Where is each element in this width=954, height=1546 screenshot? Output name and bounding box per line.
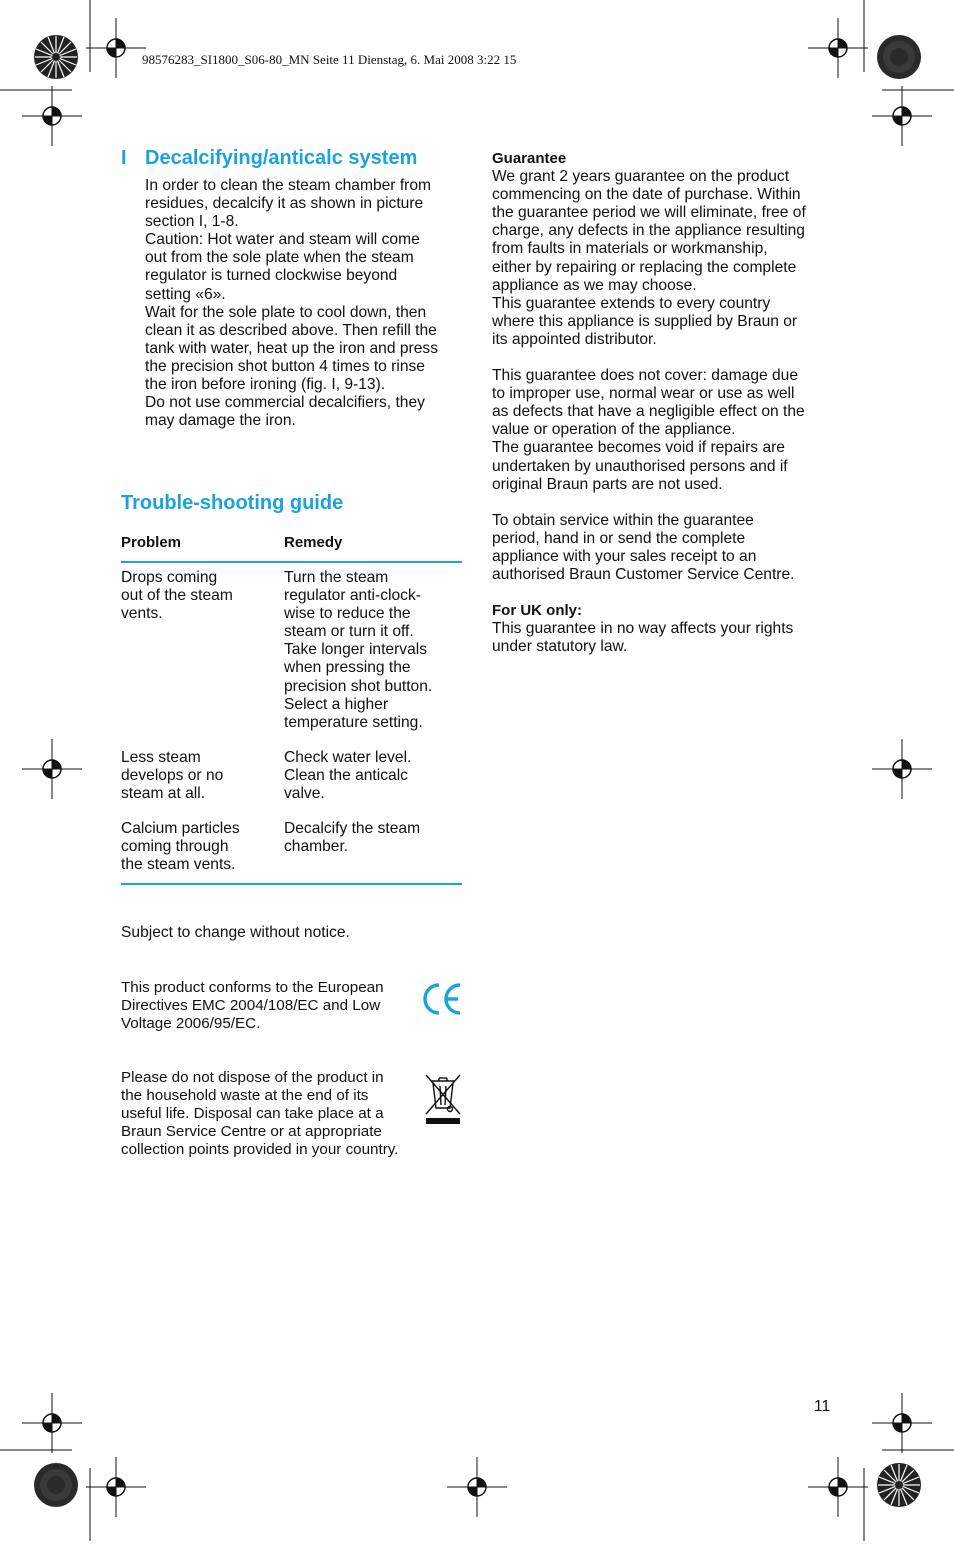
registration-mark-icon <box>22 86 82 146</box>
text-line: Turn the steam <box>284 569 389 586</box>
text-line: steam or turn it off. <box>284 623 414 641</box>
registration-mark-icon <box>22 1393 82 1453</box>
section-letter: I <box>121 147 127 169</box>
starburst-target-icon <box>876 34 922 80</box>
table-top-rule <box>121 561 462 563</box>
text-line: valve. <box>284 785 325 803</box>
text-line: the steam vents. <box>121 856 236 874</box>
trouble-title: Trouble-shooting guide <box>121 492 344 514</box>
text-line: out from the sole plate when the steam <box>145 249 414 267</box>
text-line: tank with water, heat up the iron and press <box>145 339 438 357</box>
conformity-text <box>121 979 421 1033</box>
starburst-target-icon <box>33 34 79 80</box>
text-line: useful life. Disposal can take place at a <box>121 1105 384 1123</box>
text-line: In order to clean the steam chamber from <box>145 177 432 194</box>
text-line: period, hand in or send the complete <box>492 529 746 547</box>
text-line: section I, 1-8. <box>145 213 239 231</box>
remedy-cell <box>284 749 462 803</box>
text-line: the precision shot button 4 times to rinse <box>145 357 425 375</box>
text-line: clean it as described above. Then refill the <box>145 321 437 339</box>
text-line: Voltage 2006/95/EC. <box>121 1015 261 1033</box>
print-slug: 98576283_SI1800_S06-80_MN Seite 11 Dienstag, 6. Mai 2008 3:22 15 <box>142 52 517 67</box>
text-line: This guarantee does not cover: damage due <box>492 367 799 385</box>
uk-title: For UK only: <box>492 602 582 620</box>
text-line: appliance as we may choose. <box>492 276 697 294</box>
registration-mark-icon <box>808 18 868 78</box>
text-line: Clean the anticalc <box>284 767 408 785</box>
text-line: from faults in materials or workmanship, <box>492 240 768 258</box>
registration-mark-icon <box>86 1457 146 1517</box>
text-line: Caution: Hot water and steam will come <box>145 231 420 249</box>
text-line: Select a higher <box>284 695 389 713</box>
text-line: Decalcify the steam <box>284 820 421 837</box>
text-line: the guarantee period we will eliminate, free of <box>492 204 806 222</box>
text-line: may damage the iron. <box>145 412 296 430</box>
registration-mark-icon <box>808 1457 868 1517</box>
text-line: Do not use commercial decalcifiers, they <box>145 394 425 412</box>
text-line: its appointed distributor. <box>492 330 657 348</box>
change-notice: Subject to change without notice. <box>121 924 350 941</box>
problem-cell <box>121 569 281 623</box>
text-line: This guarantee extends to every country <box>492 294 771 312</box>
text-line: where this appliance is supplied by Braun or <box>492 312 798 330</box>
text-line: To obtain service within the guarantee <box>492 511 754 529</box>
starburst-target-icon <box>33 1462 79 1508</box>
text-line: to improper use, normal wear or use as well <box>492 385 795 403</box>
text-line: coming through <box>121 838 229 856</box>
registration-mark-icon <box>447 1457 507 1517</box>
table-bottom-rule <box>121 883 462 885</box>
problem-cell <box>121 749 281 803</box>
decalc-heading <box>121 147 461 170</box>
text-line: regulator is turned clockwise beyond <box>145 267 398 285</box>
text-line: the household waste at the end of its <box>121 1087 369 1105</box>
text-line: under statutory law. <box>492 638 628 656</box>
text-line: The guarantee becomes void if repairs are <box>492 439 785 457</box>
text-line: Wait for the sole plate to cool down, then <box>145 303 427 321</box>
registration-mark-icon <box>872 739 932 799</box>
registration-mark-icon <box>872 86 932 146</box>
text-line: Drops coming <box>121 569 218 586</box>
starburst-target-icon <box>876 1462 922 1508</box>
guarantee-title: Guarantee <box>492 150 567 167</box>
text-line: Directives EMC 2004/108/EC and Low <box>121 997 381 1015</box>
crossed-bin-icon <box>423 1072 463 1126</box>
col-header-problem: Problem <box>121 534 182 551</box>
text-line: vents. <box>121 605 163 623</box>
text-line: as defects that have a negligible effect on the <box>492 403 805 421</box>
registration-mark-icon <box>872 1393 932 1453</box>
text-line: Calcium particles <box>121 820 240 837</box>
text-line: collection points provided in your country. <box>121 1141 399 1159</box>
decalc-title: Decalcifying/anticalc system <box>145 147 418 169</box>
remedy-cell <box>284 820 462 856</box>
registration-mark-icon <box>22 739 82 799</box>
text-line: out of the steam <box>121 587 233 605</box>
text-line: Braun Service Centre or at appropriate <box>121 1123 382 1141</box>
text-line: Please do not dispose of the product in <box>121 1069 384 1086</box>
text-line: regulator anti-clock- <box>284 587 421 605</box>
text-line: setting «6». <box>145 285 226 303</box>
registration-mark-icon <box>86 18 146 78</box>
page-number: 11 <box>814 1398 831 1415</box>
text-line: charge, any defects in the appliance resulting <box>492 222 805 240</box>
text-line: commencing on the date of purchase. Within <box>492 186 801 204</box>
text-line: develops or no <box>121 767 224 785</box>
text-line: This guarantee in no way affects your rights <box>492 620 794 638</box>
text-line: Check water level. <box>284 749 412 766</box>
text-line: either by repairing or replacing the complete <box>492 258 797 276</box>
text-line: value or operation of the appliance. <box>492 421 736 439</box>
text-line: chamber. <box>284 838 349 856</box>
text-line: wise to reduce the <box>284 605 411 623</box>
text-line: the iron before ironing (fig. I, 9-13). <box>145 376 386 394</box>
ce-mark-icon <box>421 981 463 1017</box>
text-line: This product conforms to the European <box>121 979 384 996</box>
text-line: Less steam <box>121 749 201 766</box>
remedy-cell <box>284 569 462 732</box>
text-line: temperature setting. <box>284 713 423 731</box>
text-line: precision shot button. <box>284 677 433 695</box>
text-line: appliance with your sales receipt to an <box>492 547 757 565</box>
text-line: undertaken by unauthorised persons and if <box>492 457 788 475</box>
text-line: when pressing the <box>284 659 411 677</box>
text-line: residues, decalcify it as shown in picture <box>145 195 424 213</box>
text-line: authorised Braun Customer Service Centre. <box>492 565 795 583</box>
decalc-body <box>145 177 463 430</box>
guarantee-section <box>492 150 837 656</box>
col-header-remedy: Remedy <box>284 534 343 551</box>
problem-cell <box>121 820 281 874</box>
text-line: steam at all. <box>121 785 206 803</box>
disposal-text <box>121 1069 451 1159</box>
text-line: original Braun parts are not used. <box>492 475 723 493</box>
text-line: We grant 2 years guarantee on the product <box>492 168 790 186</box>
text-line: Take longer intervals <box>284 641 428 659</box>
